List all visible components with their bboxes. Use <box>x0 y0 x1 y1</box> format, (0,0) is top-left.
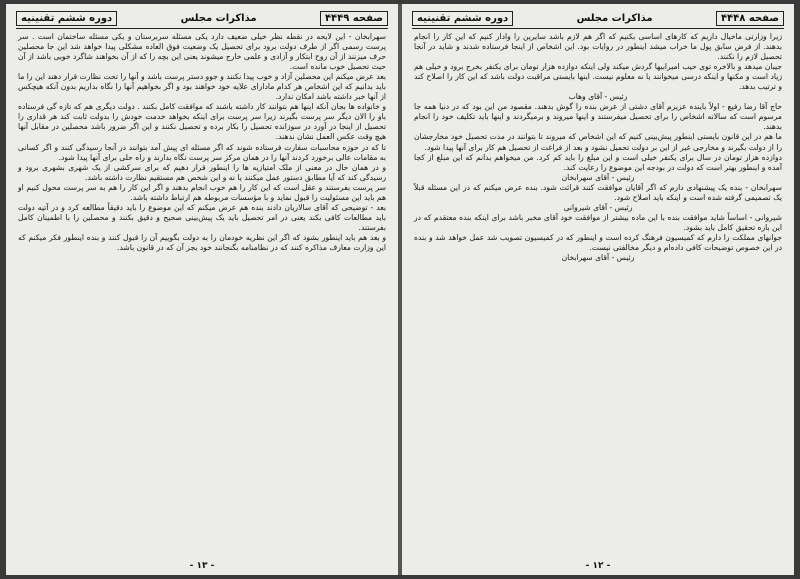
left-header-rule <box>16 28 388 29</box>
right-page-body <box>414 32 782 557</box>
left-paragraph: سهرابخان - این لایحه در نقطه نظر خیلی ضعیف دارد یکی مسئله سربرستان و یکی مسئله ساختمان است . سر پرست رسمی اگر از طرف دولت برود برای تحصیل یک وضعیت فوق العاده مشکلی پیدا خواهد شد این جا محصلین حرف میزنند از آن روح ابتکار و آزادی و علمی خارج میشوند یعنی این بچه را که از آن بخواهند شاگرد خوبی باشد از آن حیث تحصیل خوب مانده است. <box>18 32 386 72</box>
left-paragraph: بعد - توضیحی که آقای سالاریان دادند بنده هم عرض میکنم که این موضوع را باید دقیقاً مطالعه کرد و در آتیه دولت باید مطالعات کافی بکند یعنی در امر تحصیل باید یک پیش‌بینی صحیح و دقیق بکنند و محصلین را با اطمینان کامل بفرستند. <box>18 202 386 232</box>
left-paragraph: و در همان حال در معنی از ملک امتیازیه ها را اینطور قرار دهیم که برای سرکشی از یک شهری بشهری برود و رسیدگی کند که آیا مطابق دستور عمل میکنند یا نه و این شخص هم مستقیم نظارت داشته باشد. <box>18 162 386 182</box>
right-paragraph: دوازده هزار تومان در سال برای یکنفر خیلی است و این مبلغ را باید کم کرد. من میخواهم بدانم که این مبلغ از کجا آمده و اینطور بهتر است که دولت در بودجه این موضوع را رعایت کند. <box>414 152 782 172</box>
left-page <box>6 4 398 575</box>
speaker-heading: رئیس - آقای سهرابخان <box>561 253 635 263</box>
right-paragraph: حاج آقا رضا رفیع - اولاً باینده عزیزم آقای دشتی از عرض بنده را گوش بدهند. مقصود من این بود که در دنیا همه جا مرسوم است که سالانه اشخاص را برای تحصیل میفرستند و اینها میروند و برمیگردند و اینها باید تکلیف خود را انجام بدهند. <box>414 102 782 132</box>
speaker-heading: رئیس - آقای سهرابخان <box>561 172 635 182</box>
book-spread <box>6 4 794 575</box>
left-paragraph: سر پرست بفرستند و عقل است که این کار را هم خوب انجام بدهند و اگر این کار را هم به سر پرست محول کنیم او هم باید این مسئولیت را قبول نماید و با مؤسسات مربوطه هم ارتباط داشته باشد. <box>18 182 386 202</box>
right-paragraph: سهرابخان - بنده یک پیشنهادی دارم که اگر آقایان موافقت کنند قرائت شود. بنده عرض میکنم که در این مسئله قبلاً یک تصمیمی گرفته شده است و اینکه باید اصلاح شود. <box>414 182 782 202</box>
left-page-footer-number: - ۱۳ - <box>189 561 215 571</box>
right-paragraph: جوانهای مملکت را دارم که کمیسیون فرهنگ کرده است و اینطور که در کمیسیون تصویب شد عمل خواهد شد و بنده در این خصوص توضیحات کافی داده‌ام و دیگر مخالفتی نیست. <box>414 232 782 252</box>
left-paragraph: تا که در حوزه محاسبات سفارت فرستاده شوند که اگر مسئله ای پیش آمد بتوانند در آنجا رسیدگی کنند و اگر کسانی به مقامات عالی برخورد کردند آنها را در همان مرکز سر پرست نگاه بدارند و راه حلی برای آنها پیدا شود. <box>18 142 386 162</box>
left-paragraph: و خانواده ها بجان آنکه اینها هم بتوانند کار داشته باشند که موافقت کامل بکنند . دولت دیگری هم که تازه گی فرستاده باو را الان دیگر سر پرست بگیرند زیرا سر پرست برای اینکه بخواهد خدمت خودش را بدولت ثابت کند هر قداری را تحصیل از اینجا در آورد در سوزانده تحصیل را بکار برده و تحصیل نکنند و این اگر ضرور باشد محصلین در مقابل آنها هیچ وقت عکس العمل نشان ندهند. <box>18 102 386 142</box>
right-page-session-label: دوره ششم تقنینیه <box>412 11 513 26</box>
left-paragraph: بعد عرض میکنم این محصلین آزاد و خوب پیدا نکنند و جوو دستر پرست باشد و آنها را تحت نظارت قرار دهند این را ما باید بدانیم که این اشخاص هر کدام مادارای علایه خود خواهند بود و اگر بخواهیم آنها را نگاه بداریم بدون آنکه هیچکس از آنها خبر داشته باشد امکان ندارد. <box>18 72 386 102</box>
left-paragraph: و بعد هم باید اینطور بشود که اگر این نظریه خودمان را به دولت بگوییم آن را قبول کنند و بنده اینطور فکر میکنم که این وزارت معارف مذاکره کنند که در نظامنامه بگنجانند خود بجز آن که در قانون باشد. <box>18 232 386 252</box>
right-page-journal-title: مذاکرات مجلس <box>576 12 653 24</box>
right-paragraph: جیبان میدهد و بالاخره توی حیب امیرابیها گردش میکند ولی اینکه دوازده هزار تومان برای یکنفر بخرج برود و خیلی هم زیاد است و مکنها و اینکه درسی میخوانند یا نه معلوم نیست. اینها بایستی مراقبت دولت باشد که این کار را اصلاح کند و ترتیب بدهد. <box>414 62 782 92</box>
right-page-number-label: صفحه ۴۴۴۸ <box>716 11 784 26</box>
left-page-session-label: دوره ششم تقنینیه <box>16 11 117 26</box>
left-page-number-label: صفحه ۴۴۴۹ <box>320 11 388 26</box>
speaker-heading: رئیس - آقای شیروانی <box>563 202 633 212</box>
right-paragraph: شیروانی - اساساً شاید موافقت بنده با این ماده بیشتر از موافقت خود آقای مخبر باشد برای اینکه بنده معتقدم که در این باره تحقیق کامل باید بشود. <box>414 212 782 232</box>
right-page-header <box>412 10 784 26</box>
right-page <box>402 4 794 575</box>
right-paragraph: زیرا وزارتی ماخیال داریم که کارهای اساسی بکنیم که اگر هم لازم باشد سایرین را وادار کنیم که این کار را انجام بدهند. از فرض سابق پول ما خراب میشد اینطور در روایات بود. این اشخاص از اینجا فرستاده شدند و شاید در آنجا تحصیل لازم را نکنند. <box>414 32 782 62</box>
left-page-journal-title: مذاکرات مجلس <box>180 12 257 24</box>
left-page-body <box>18 32 386 557</box>
right-page-footer-number: - ۱۲ - <box>585 561 611 571</box>
speaker-heading: رئیس - آقای وهاب <box>568 92 628 102</box>
left-page-header <box>16 10 388 26</box>
right-paragraph: ما هم در این قانون بایستی اینطور پیش‌بینی کنیم که این اشخاص که میروند تا بتوانند در مدت تحصیل خود مخارجشان را از دولت بگیرند و مخارجی غیر از این بر دولت تحمیل نشود و بعد از فراغت از تحصیل هم کار برای آنها پیدا شود. <box>414 132 782 152</box>
right-header-rule <box>412 28 784 29</box>
